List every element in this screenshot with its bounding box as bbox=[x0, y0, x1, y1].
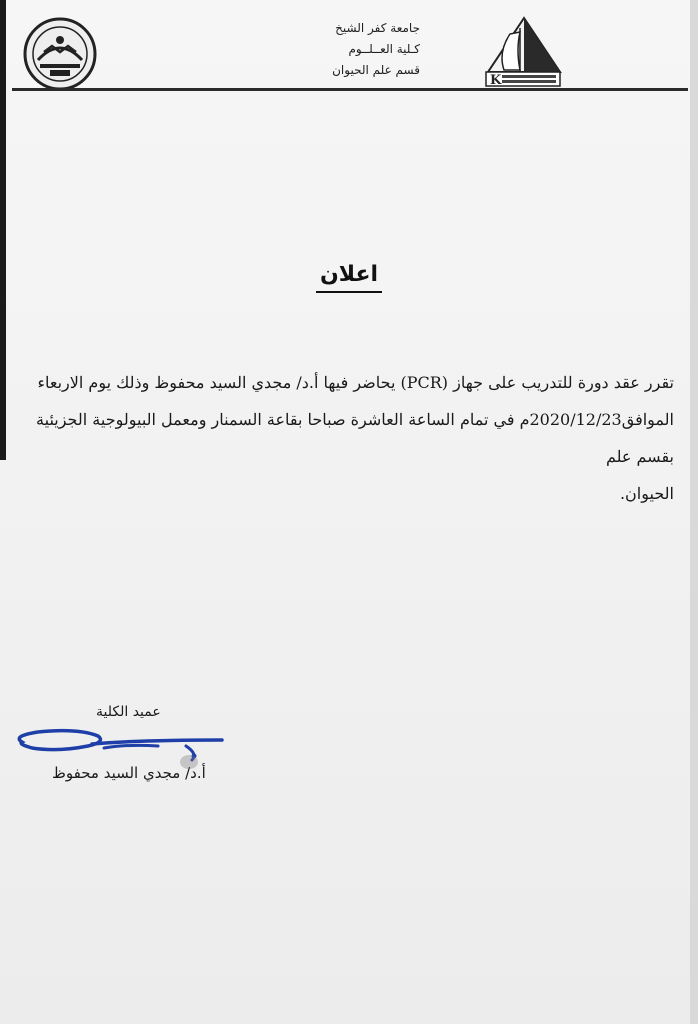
body-line-1: تقرر عقد دورة للتدريب على جهاز (PCR) يحاضر فيها أ.د/ مجدي السيد محفوظ وذلك يوم الاربعاء bbox=[37, 373, 674, 392]
announcement-title bbox=[0, 262, 698, 287]
header-divider bbox=[12, 88, 688, 91]
letterhead-text bbox=[332, 18, 420, 81]
faculty-seal-logo bbox=[22, 16, 98, 92]
announcement-title-text: اعلان bbox=[316, 262, 382, 293]
faculty-name: كـلية العــلــوم bbox=[348, 42, 420, 56]
ink-smudge bbox=[180, 755, 198, 769]
svg-text:K: K bbox=[490, 73, 502, 88]
announcement-body bbox=[28, 364, 674, 512]
university-name: جامعة كفر الشيخ bbox=[335, 21, 420, 35]
university-logo bbox=[480, 14, 564, 90]
department-name: قسم علم الحيوان bbox=[332, 63, 420, 77]
page-edge-shadow bbox=[0, 0, 6, 460]
body-line-2: الموافق2020/12/23م في تمام الساعة العاشرة صباحا بقاعة السمنار ومعمل البيولوجية الجزيئية بقسم علم bbox=[36, 410, 674, 466]
dean-title: عميد الكلية bbox=[96, 704, 161, 720]
dean-name: أ.د/ مجدي السيد محفوظ bbox=[52, 764, 206, 782]
body-line-3: الحيوان. bbox=[619, 484, 674, 503]
